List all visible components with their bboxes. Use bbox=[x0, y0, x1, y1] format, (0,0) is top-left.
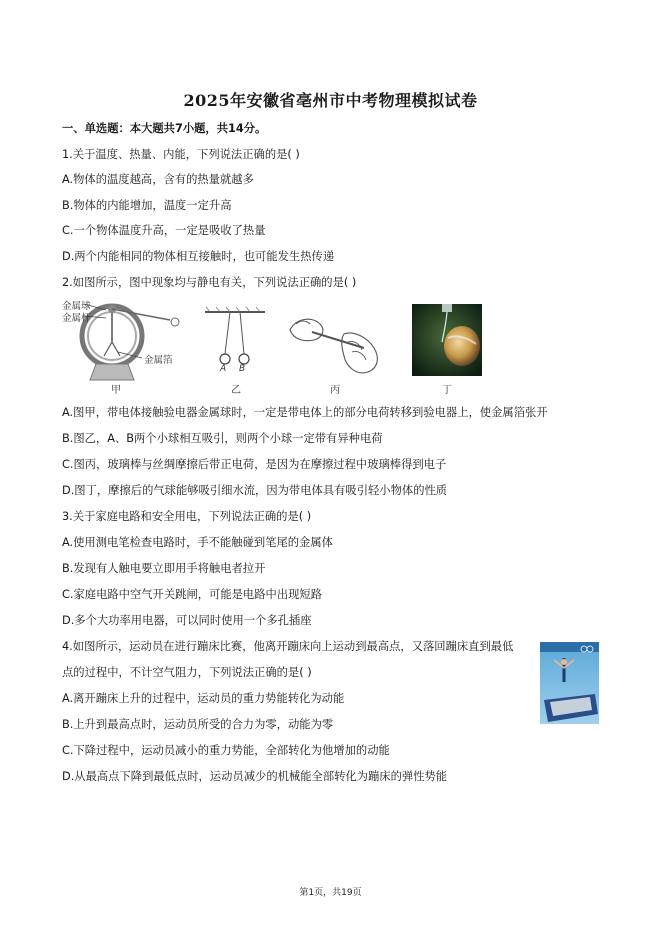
q4-option-a: A.离开蹦床上升的过程中，运动员的重力势能转化为动能 bbox=[62, 692, 345, 705]
page-title: 2025年安徽省亳州市中考物理模拟试卷 bbox=[183, 91, 478, 110]
figure-yi-balls bbox=[200, 304, 270, 384]
q1-stem: 1.关于温度、热量、内能，下列说法正确的是( ) bbox=[62, 148, 300, 161]
q3-option-d: D.多个大功率用电器，可以同时使用一个多孔插座 bbox=[62, 614, 312, 627]
q4-stem-line1: 4.如图所示，运动员在进行蹦床比赛，他离开蹦床向上运动到最高点，又落回蹦床直到最低 bbox=[62, 640, 514, 653]
q2-option-a: A.图甲，带电体接触验电器金属球时，一定是带电体上的部分电荷转移到验电器上，使金属箔张开 bbox=[62, 406, 548, 419]
q4-option-b: B.上升到最高点时，运动员所受的合力为零，动能为零 bbox=[62, 718, 334, 731]
q3-option-c: C.家庭电路中空气开关跳闸，可能是电路中出现短路 bbox=[62, 588, 323, 601]
q3-option-b: B.发现有人触电要立即用手将触电者拉开 bbox=[62, 562, 266, 575]
ball-a-label: A bbox=[220, 364, 227, 374]
q2-option-b: B.图乙，A、B两个小球相互吸引，则两个小球一定带有异种电荷 bbox=[62, 432, 383, 445]
q4-option-c: C.下降过程中，运动员减小的重力势能，全部转化为他增加的动能 bbox=[62, 744, 390, 757]
figure-label-bing: 丙 bbox=[330, 385, 340, 396]
figure-trampoline-photo bbox=[540, 642, 599, 724]
ball-b-label: B bbox=[239, 364, 246, 374]
q4-stem-line2: 点的过程中，不计空气阻力，下列说法正确的是( ) bbox=[62, 666, 312, 679]
ball-label: 金属球 bbox=[62, 301, 91, 312]
q3-stem: 3.关于家庭电路和安全用电，下列说法正确的是( ) bbox=[62, 510, 312, 523]
page-footer: 第1页，共19页 bbox=[299, 888, 362, 898]
q4-option-d: D.从最高点下降到最低点时，运动员减少的机械能全部转化为蹦床的弹性势能 bbox=[62, 770, 448, 783]
q2-option-d: D.图丁，摩擦后的气球能够吸引细水流，因为带电体具有吸引轻小物体的性质 bbox=[62, 484, 448, 497]
q2-option-c: C.图丙，玻璃棒与丝绸摩擦后带正电荷，是因为在摩擦过程中玻璃棒得到电子 bbox=[62, 458, 447, 471]
q1-option-b: B.物体的内能增加，温度一定升高 bbox=[62, 199, 232, 212]
q2-stem: 2.如图所示，图中现象均与静电有关，下列说法正确的是( ) bbox=[62, 276, 357, 289]
figure-label-jia: 甲 bbox=[111, 385, 121, 396]
q1-option-d: D.两个内能相同的物体相互接触时，也可能发生热传递 bbox=[62, 250, 335, 263]
q1-option-c: C.一个物体温度升高，一定是吸收了热量 bbox=[62, 224, 266, 237]
rod-label: 金属杆 bbox=[62, 313, 91, 324]
q3-option-a: A.使用测电笔检查电路时，手不能触碰到笔尾的金属体 bbox=[62, 536, 333, 549]
figure-label-yi: 乙 bbox=[231, 385, 241, 396]
foil-label: 金属箔 bbox=[144, 355, 173, 366]
q1-option-a: A.物体的温度越高，含有的热量就越多 bbox=[62, 173, 254, 186]
section-heading: 一、单选题：本大题共7小题，共14分。 bbox=[62, 122, 267, 135]
figure-ding-balloon-photo bbox=[412, 304, 482, 376]
figure-bing-rubbing bbox=[282, 304, 392, 380]
figure-label-ding: 丁 bbox=[442, 385, 452, 396]
